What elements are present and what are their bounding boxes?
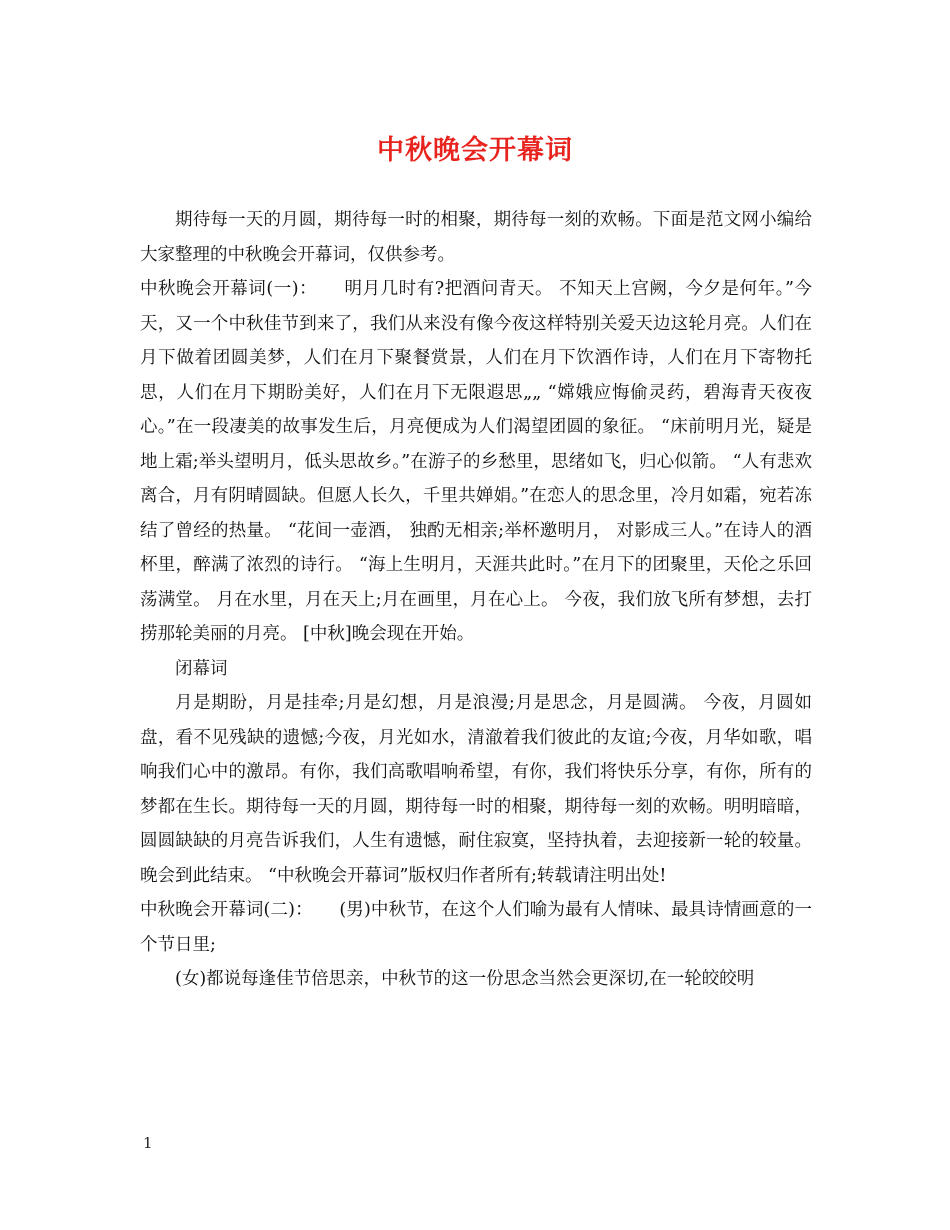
intro-paragraph: 期待每一天的月圆，期待每一时的相聚，期待每一刻的欢畅。下面是范文网小编给大家整理的中秋晚会开幕词，仅供参考。 [140, 210, 812, 265]
opening-speech-one-paragraph: 中秋晚会开幕词(一)： 明月几时有?把酒问青天。 不知天上宫阙，今夕是何年。”今天，又一个中秋佳节到来了，我们从来没有像今夜这样特别关爱天边这轮月亮。人们在月下做着团圆美梦，人们在月下聚餐赏景，人们在月下饮酒作诗，人们在月下寄物托思，人们在月下期盼美好，人们在月下无限遐思„„ “嫦娥应悔偷灵药，碧海青天夜夜心。”在一段凄美的故事发生后，月亮便成为人们渴望团圆的象征。 “床前明月光，疑是地上霜;举头望明月，低头思故乡。”在游子的乡愁里，思绪如飞，归心似箭。 “人有悲欢离合，月有阴晴圆缺。但愿人长久，千里共婵娟。”在恋人的思念里，冷月如霜，宛若冻结了曾经的热量。 “花间一壶酒， 独酌无相亲;举杯邀明月， 对影成三人。”在诗人的酒杯里，醉满了浓烈的诗行。 “海上生明月，天涯共此时。”在月下的团聚里，天伦之乐回荡满堂。 月在水里，月在天上;月在画里，月在心上。 今夜，我们放飞所有梦想，去打捞那轮美丽的月亮。 [中秋]晚会现在开始。 [140, 279, 812, 644]
opening-speech-two-paragraph: 中秋晚会开幕词(二)： (男)中秋节，在这个人们喻为最有人情味、最具诗情画意的一个节日里; [140, 900, 812, 955]
female-host-paragraph: (女)都说每逢佳节倍思亲，中秋节的这一份思念当然会更深切,在一轮皎皎明 [175, 969, 755, 989]
closing-speech-heading: 闭幕词 [175, 658, 228, 679]
document-body [140, 203, 812, 997]
closing-speech-paragraph: 月是期盼，月是挂牵;月是幻想，月是浪漫;月是思念，月是圆满。 今夜，月圆如盘，看不见残缺的遗憾;今夜，月光如水，清澈着我们彼此的友谊;今夜，月华如歌，唱响我们心中的激昂。有你，我们高歌唱响希望，有你，我们将快乐分享，有你，所有的梦都在生长。期待每一天的月圆，期待每一时的相聚，期待每一刻的欢畅。明明暗暗，圆圆缺缺的月亮告诉我们，人生有遗憾，耐住寂寞，坚持执着，去迎接新一轮的较量。 晚会到此结束。 “中秋晚会开幕词”版权归作者所有;转载请注明出处! [140, 693, 812, 886]
page-number: 1 [143, 1134, 153, 1152]
document-title: 中秋晚会开幕词 [377, 135, 573, 166]
